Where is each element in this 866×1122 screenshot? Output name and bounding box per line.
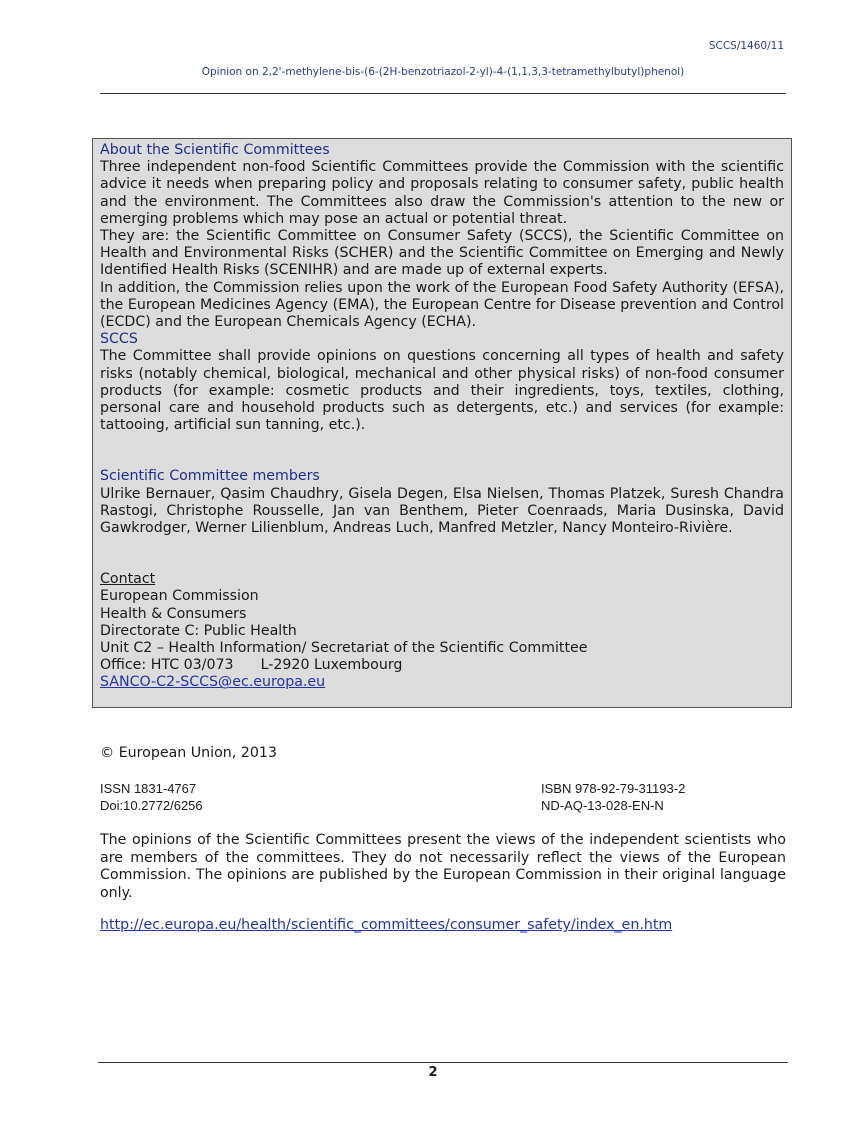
doi: Doi:10.2772/6256 xyxy=(100,798,203,813)
members-heading: Scientific Committee members xyxy=(100,468,320,485)
issn: ISSN 1831-4767 xyxy=(100,781,197,796)
footer-divider xyxy=(98,1062,788,1063)
about-paragraph-2: They are: the Scientific Committee on Consumer Safety (SCCS), the Scientific Committee on Health and Environmental Risks (SCHER) and the Scientific Committee on Emerging and Newly Identified Health Risks (SCENIHR) and are made up of external experts. xyxy=(100,228,784,279)
consumer-safety-url-link[interactable]: http://ec.europa.eu/health/scientific_committees/consumer_safety/index_en.htm xyxy=(100,917,673,933)
info-box xyxy=(92,138,792,708)
about-heading: About the Scientific Committees xyxy=(100,142,330,158)
contact-line: Health & Consumers xyxy=(100,605,247,622)
members-list: Ulrike Bernauer, Qasim Chaudhry, Gisela Degen, Elsa Nielsen, Thomas Platzek, Suresh Chandra Rastogi, Christophe Rousselle, Jan van Benthem, Pieter Coenraads, Maria Dusinska, David Gawkrodger, Werner Lilienblum, Andreas Luch, Manfred Metzler, Nancy Monteiro-Rivière. xyxy=(100,485,784,537)
copyright-notice: © European Union, 2013 xyxy=(100,745,277,761)
catalogue-number: ND-AQ-13-028-EN-N xyxy=(541,798,664,813)
contact-line: Directorate C: Public Health xyxy=(100,622,297,639)
disclaimer: The opinions of the Scientific Committees present the views of the independent scientists who are members of the committees. They do not necessarily reflect the views of the European Commission. The opinions are published by the European Commission in their original language only. xyxy=(100,832,786,901)
about-paragraph-3: In addition, the Commission relies upon the work of the European Food Safety Authority (EFSA), the European Medicines Agency (EMA), the European Centre for Disease prevention and Control (ECDC) and the European Chemicals Agency (ECHA). xyxy=(100,279,784,331)
contact-heading: Contact xyxy=(100,571,156,588)
sccs-heading: SCCS xyxy=(100,331,138,348)
contact-line: European Commission xyxy=(100,588,259,605)
contact-email-link[interactable]: SANCO-C2-SCCS@ec.europa.eu xyxy=(100,674,326,691)
header-divider xyxy=(100,93,786,94)
isbn: ISBN 978-92-79-31193-2 xyxy=(541,781,686,796)
contact-line: Unit C2 – Health Information/ Secretariat of the Scientific Committee xyxy=(100,640,588,657)
contact-line: Office: HTC 03/073 L-2920 Luxembourg xyxy=(100,657,403,674)
document-reference: SCCS/1460/11 xyxy=(708,40,784,52)
document-title: Opinion on 2,2'-methylene-bis-(6-(2H-benzotriazol-2-yl)-4-(1,1,3,3-tetramethylbutyl)phenol) xyxy=(201,66,685,78)
about-paragraph-1: Three independent non-food Scientific Committees provide the Commission with the scientific advice it needs when preparing policy and proposals relating to consumer safety, public health and the environment. The Committees also draw the Commission's attention to the new or emerging problems which may pose an actual or potential threat. xyxy=(100,159,784,227)
page-number: 2 xyxy=(428,1065,438,1080)
sccs-paragraph: The Committee shall provide opinions on questions concerning all types of health and safety risks (notably chemical, biological, mechanical and other physical risks) of non-food consumer products (for example: cosmetic products and their ingredients, toys, textiles, clothing, personal care and household products such as detergents, etc.) and services (for example: tattooing, artificial sun tanning, etc.). xyxy=(100,348,784,434)
